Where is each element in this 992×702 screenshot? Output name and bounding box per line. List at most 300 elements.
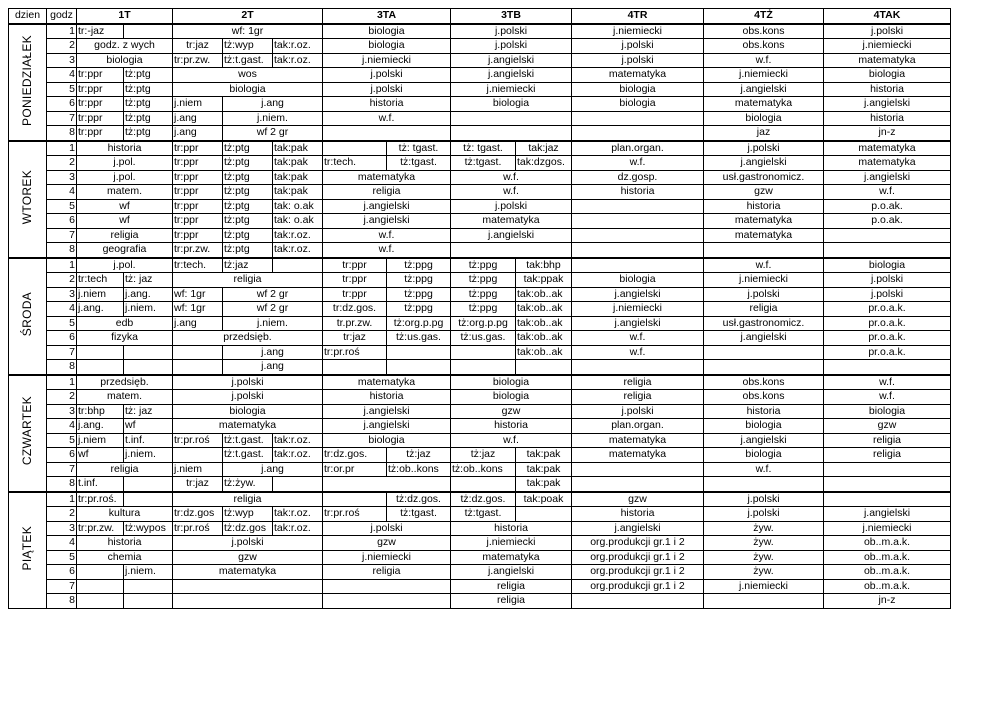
lesson-cell: wf: 1gr <box>173 287 223 302</box>
lesson-cell: ob..m.a.k. <box>824 536 951 551</box>
lesson-cell: biologia <box>323 39 451 54</box>
lesson-cell: tż:tgast. <box>451 507 516 522</box>
lesson-cell: tr:pr.zw. <box>77 521 124 536</box>
lesson-cell: tż:tgast. <box>387 156 451 171</box>
timetable-container <box>8 8 951 609</box>
lesson-cell: j.polski <box>451 199 572 214</box>
lesson-cell: tż:ppg <box>387 273 451 288</box>
lesson-cell: tr:ppr <box>323 273 387 288</box>
lesson-cell: tak:dzgos. <box>516 156 572 171</box>
lesson-cell: tr:ppr <box>323 258 387 273</box>
hour-number: 8 <box>47 477 77 492</box>
lesson-cell: j.angielski <box>323 214 451 229</box>
lesson-cell <box>173 594 323 609</box>
lesson-cell <box>451 126 572 141</box>
lesson-cell: wf 2 gr <box>223 126 323 141</box>
lesson-cell: matematyka <box>704 214 824 229</box>
lesson-cell: j.niemiecki <box>704 579 824 594</box>
lesson-cell: tż: jaz <box>124 273 173 288</box>
lesson-cell: tż:ptg <box>223 185 273 200</box>
lesson-cell: biologia <box>824 68 951 83</box>
header-class-4tz: 4TŻ <box>704 9 824 24</box>
lesson-cell: matematyka <box>572 448 704 463</box>
lesson-cell: j.ang. <box>77 419 124 434</box>
lesson-cell: pr.o.a.k. <box>824 345 951 360</box>
lesson-row <box>9 492 951 507</box>
lesson-cell: historia <box>704 404 824 419</box>
lesson-cell: religia <box>77 462 173 477</box>
lesson-cell: j.polski <box>704 141 824 156</box>
lesson-cell <box>124 579 173 594</box>
lesson-cell: obs.kons <box>704 390 824 405</box>
lesson-cell: j.ang <box>223 462 323 477</box>
lesson-cell: tż:ob..kons <box>387 462 451 477</box>
lesson-cell: j.niem <box>77 287 124 302</box>
lesson-cell: fizyka <box>77 331 173 346</box>
lesson-cell: j.angielski <box>572 316 704 331</box>
lesson-row <box>9 126 951 141</box>
lesson-cell: j.niemiecki <box>572 24 704 39</box>
lesson-cell: tr:pr.roś <box>173 521 223 536</box>
lesson-cell: matem. <box>77 185 173 200</box>
lesson-cell: dz.gosp. <box>572 170 704 185</box>
lesson-cell: tak:ob..ak <box>516 331 572 346</box>
lesson-cell: tr:dz.gos. <box>323 448 387 463</box>
lesson-cell <box>124 594 173 609</box>
lesson-row <box>9 243 951 258</box>
lesson-cell: tż:ptg <box>223 243 273 258</box>
hour-number: 1 <box>47 258 77 273</box>
lesson-cell: historia <box>451 521 572 536</box>
lesson-cell: j.niemiecki <box>704 68 824 83</box>
day-label <box>9 24 47 141</box>
lesson-cell: tr:or.pr <box>323 462 387 477</box>
hour-number: 7 <box>47 111 77 126</box>
lesson-cell <box>124 345 173 360</box>
lesson-cell: j.niemiecki <box>451 82 572 97</box>
header-class-2t: 2T <box>173 9 323 24</box>
lesson-cell <box>704 594 824 609</box>
lesson-cell: religia <box>451 594 572 609</box>
lesson-cell: tż:ptg <box>223 156 273 171</box>
lesson-cell: j.angielski <box>704 82 824 97</box>
lesson-cell: żyw. <box>704 521 824 536</box>
hour-number: 6 <box>47 448 77 463</box>
lesson-cell <box>173 345 223 360</box>
lesson-cell: j.niemiecki <box>323 550 451 565</box>
lesson-cell: p.o.ak. <box>824 199 951 214</box>
lesson-cell: tak:pak <box>273 156 323 171</box>
lesson-cell: tr:ppr <box>77 97 124 112</box>
lesson-row <box>9 477 951 492</box>
lesson-cell: tak:pak <box>516 462 572 477</box>
lesson-cell: tż:ppg <box>387 302 451 317</box>
lesson-cell <box>572 199 704 214</box>
lesson-cell <box>273 477 323 492</box>
lesson-cell: tż:t.gast. <box>223 53 273 68</box>
lesson-row <box>9 433 951 448</box>
hour-number: 3 <box>47 404 77 419</box>
lesson-cell: tak:jaz <box>516 141 572 156</box>
hour-number: 4 <box>47 302 77 317</box>
lesson-cell <box>704 243 824 258</box>
lesson-cell: j.niem <box>173 97 223 112</box>
lesson-cell: biologia <box>323 433 451 448</box>
day-name: PIĄTEK <box>20 525 34 571</box>
lesson-cell: wf: 1gr <box>173 302 223 317</box>
lesson-cell <box>451 477 516 492</box>
lesson-row <box>9 111 951 126</box>
lesson-cell: w.f. <box>704 462 824 477</box>
lesson-cell: j.angielski <box>323 404 451 419</box>
lesson-cell: chemia <box>77 550 173 565</box>
lesson-cell: j.angielski <box>704 433 824 448</box>
lesson-cell: tż:ppg <box>451 273 516 288</box>
lesson-cell <box>323 126 451 141</box>
lesson-cell: ob..m.a.k. <box>824 550 951 565</box>
lesson-cell: ob..m.a.k. <box>824 565 951 580</box>
lesson-cell: wf <box>77 214 173 229</box>
lesson-cell: j.pol. <box>77 156 173 171</box>
lesson-row <box>9 141 951 156</box>
lesson-cell: w.f. <box>451 185 572 200</box>
lesson-row <box>9 404 951 419</box>
lesson-cell: j.angielski <box>572 521 704 536</box>
hour-number: 6 <box>47 214 77 229</box>
lesson-cell: j.pol. <box>77 258 173 273</box>
lesson-cell: t.inf. <box>77 477 124 492</box>
lesson-row <box>9 273 951 288</box>
lesson-cell: biologia <box>704 111 824 126</box>
lesson-cell: gzw <box>323 536 451 551</box>
lesson-cell: j.angielski <box>323 419 451 434</box>
lesson-cell: j.niem. <box>124 565 173 580</box>
lesson-cell: tż:ptg <box>223 141 273 156</box>
lesson-cell: matematyka <box>704 228 824 243</box>
hour-number: 4 <box>47 185 77 200</box>
lesson-cell: religia <box>451 579 572 594</box>
hour-number: 5 <box>47 199 77 214</box>
header-row <box>9 9 951 24</box>
lesson-row <box>9 345 951 360</box>
lesson-cell: w.f. <box>572 345 704 360</box>
lesson-cell: tak:pak <box>273 170 323 185</box>
lesson-cell <box>323 579 451 594</box>
hour-number: 7 <box>47 345 77 360</box>
day-label <box>9 375 47 492</box>
lesson-cell: tr:ppr <box>77 68 124 83</box>
lesson-cell: przedsięb. <box>77 375 173 390</box>
lesson-cell: tr:ppr <box>173 170 223 185</box>
lesson-cell: j.niemiecki <box>824 521 951 536</box>
lesson-cell: j.niemiecki <box>323 53 451 68</box>
lesson-cell <box>572 462 704 477</box>
lesson-cell: tak:r.oz. <box>273 448 323 463</box>
lesson-cell: wf <box>124 419 173 434</box>
lesson-cell: tr:ppr <box>323 287 387 302</box>
lesson-row <box>9 39 951 54</box>
lesson-cell <box>124 492 173 507</box>
lesson-cell: tr:-jaz <box>77 24 124 39</box>
lesson-cell: tż: tgast. <box>451 141 516 156</box>
lesson-cell: gzw <box>572 492 704 507</box>
lesson-cell <box>516 507 572 522</box>
day-label <box>9 258 47 375</box>
lesson-cell: tak:ob..ak <box>516 302 572 317</box>
lesson-cell: j.angielski <box>451 53 572 68</box>
lesson-row <box>9 390 951 405</box>
lesson-row <box>9 185 951 200</box>
lesson-cell: religia <box>323 185 451 200</box>
lesson-cell: w.f. <box>824 185 951 200</box>
lesson-cell: historia <box>77 536 173 551</box>
lesson-cell: żyw. <box>704 565 824 580</box>
lesson-cell: wos <box>173 68 323 83</box>
lesson-cell: tr:dz.gos <box>173 507 223 522</box>
lesson-cell: tż:ptg <box>124 68 173 83</box>
lesson-cell <box>387 360 451 375</box>
hour-number: 1 <box>47 375 77 390</box>
lesson-cell: jaz <box>704 126 824 141</box>
hour-number: 7 <box>47 462 77 477</box>
header-class-4tak: 4TAK <box>824 9 951 24</box>
hour-number: 5 <box>47 433 77 448</box>
lesson-cell: tak: o.ak <box>273 214 323 229</box>
lesson-cell: matematyka <box>323 375 451 390</box>
lesson-cell: wf <box>77 448 124 463</box>
lesson-cell <box>824 243 951 258</box>
lesson-cell: tż:ppg <box>451 302 516 317</box>
day-label <box>9 492 47 609</box>
lesson-cell: matematyka <box>572 433 704 448</box>
lesson-cell: j.polski <box>824 287 951 302</box>
lesson-cell: tr:tech. <box>173 258 223 273</box>
lesson-cell: tż:t.gast. <box>223 448 273 463</box>
lesson-cell: tż:jaz <box>387 448 451 463</box>
lesson-cell: j.niem <box>173 462 223 477</box>
lesson-row <box>9 375 951 390</box>
lesson-row <box>9 68 951 83</box>
lesson-cell: biologia <box>572 82 704 97</box>
lesson-cell: tr:ppr <box>173 199 223 214</box>
day-name: WTOREK <box>20 169 34 225</box>
lesson-cell: j.pol. <box>77 170 173 185</box>
lesson-cell: j.polski <box>323 521 451 536</box>
lesson-cell: biologia <box>173 404 323 419</box>
lesson-cell: tż:jaz <box>451 448 516 463</box>
lesson-cell: matematyka <box>704 97 824 112</box>
lesson-cell <box>173 360 223 375</box>
lesson-row <box>9 24 951 39</box>
lesson-cell: w.f. <box>451 433 572 448</box>
lesson-cell: biologia <box>77 53 173 68</box>
lesson-cell: j.angielski <box>704 331 824 346</box>
lesson-cell: w.f. <box>704 53 824 68</box>
lesson-cell: obs.kons <box>704 375 824 390</box>
hour-number: 4 <box>47 419 77 434</box>
lesson-cell: j.ang <box>223 97 323 112</box>
lesson-cell: j.ang <box>173 111 223 126</box>
lesson-cell: kultura <box>77 507 173 522</box>
lesson-row <box>9 550 951 565</box>
lesson-row <box>9 287 951 302</box>
lesson-cell: tak:r.oz. <box>273 39 323 54</box>
lesson-cell <box>387 345 451 360</box>
lesson-cell <box>323 141 387 156</box>
hour-number: 6 <box>47 565 77 580</box>
lesson-cell: j.niemiecki <box>572 302 704 317</box>
header-day: dzien <box>9 9 47 24</box>
lesson-cell: tż:ppg <box>451 287 516 302</box>
lesson-cell: j.polski <box>173 536 323 551</box>
lesson-cell: gzw <box>704 185 824 200</box>
lesson-cell: j.niemiecki <box>451 536 572 551</box>
hour-number: 4 <box>47 536 77 551</box>
lesson-cell: matematyka <box>824 141 951 156</box>
lesson-cell: tr:ppr <box>173 214 223 229</box>
lesson-cell: j.polski <box>572 53 704 68</box>
lesson-cell: tak:r.oz. <box>273 433 323 448</box>
lesson-cell <box>323 477 451 492</box>
lesson-cell: ob..m.a.k. <box>824 579 951 594</box>
lesson-cell <box>572 360 704 375</box>
hour-number: 7 <box>47 579 77 594</box>
lesson-cell: j.polski <box>704 287 824 302</box>
lesson-cell: edb <box>77 316 173 331</box>
lesson-row <box>9 156 951 171</box>
lesson-cell: tr:pr.roś <box>323 507 387 522</box>
lesson-cell: tż:ob..kons <box>451 462 516 477</box>
lesson-cell: tż:ptg <box>124 111 173 126</box>
lesson-cell: tż:dz.gos. <box>451 492 516 507</box>
lesson-cell: j.niemiecki <box>704 273 824 288</box>
lesson-row <box>9 82 951 97</box>
hour-number: 8 <box>47 126 77 141</box>
lesson-cell: p.o.ak. <box>824 214 951 229</box>
hour-number: 3 <box>47 170 77 185</box>
lesson-cell: matematyka <box>451 214 572 229</box>
lesson-row <box>9 97 951 112</box>
lesson-cell: historia <box>323 390 451 405</box>
lesson-cell: historia <box>77 141 173 156</box>
lesson-cell <box>77 360 124 375</box>
hour-number: 2 <box>47 156 77 171</box>
lesson-cell: tak:ppak <box>516 273 572 288</box>
lesson-cell: historia <box>451 419 572 434</box>
lesson-cell: biologia <box>451 390 572 405</box>
hour-number: 1 <box>47 24 77 39</box>
lesson-cell: tr:jaz <box>173 477 223 492</box>
lesson-cell: j.polski <box>824 24 951 39</box>
lesson-cell: tż:ptg <box>223 170 273 185</box>
lesson-cell: geografia <box>77 243 173 258</box>
lesson-cell: biologia <box>704 419 824 434</box>
lesson-cell <box>704 345 824 360</box>
lesson-cell: j.polski <box>323 82 451 97</box>
header-hour: godz <box>47 9 77 24</box>
lesson-cell: t.inf. <box>124 433 173 448</box>
hour-number: 5 <box>47 550 77 565</box>
lesson-cell: tr:pr.roś <box>173 433 223 448</box>
lesson-cell <box>173 579 323 594</box>
lesson-row <box>9 170 951 185</box>
lesson-cell: tż:tgast. <box>451 156 516 171</box>
lesson-cell: j.niem. <box>124 448 173 463</box>
lesson-cell: tż:ptg <box>124 82 173 97</box>
lesson-row <box>9 565 951 580</box>
lesson-cell: j.polski <box>451 24 572 39</box>
lesson-cell: usł.gastronomicz. <box>704 170 824 185</box>
lesson-cell: pr.o.a.k. <box>824 302 951 317</box>
lesson-cell <box>451 111 572 126</box>
lesson-cell: matematyka <box>173 419 323 434</box>
lesson-cell: tr:ppr <box>173 156 223 171</box>
lesson-cell: tż:tgast. <box>387 507 451 522</box>
hour-number: 1 <box>47 492 77 507</box>
lesson-cell: j.ang <box>173 316 223 331</box>
lesson-cell: tak:ob..ak <box>516 287 572 302</box>
lesson-cell: religia <box>824 433 951 448</box>
lesson-cell: w.f. <box>323 111 451 126</box>
lesson-cell <box>704 477 824 492</box>
lesson-cell: tak:pak <box>516 477 572 492</box>
lesson-cell: tak:poak <box>516 492 572 507</box>
hour-number: 4 <box>47 68 77 83</box>
lesson-cell: religia <box>824 448 951 463</box>
lesson-row <box>9 594 951 609</box>
lesson-cell: jn-z <box>824 594 951 609</box>
lesson-cell: j.angielski <box>572 287 704 302</box>
lesson-cell: tż:wyp <box>223 39 273 54</box>
lesson-cell: tż:ptg <box>124 126 173 141</box>
lesson-cell <box>572 111 704 126</box>
lesson-cell: matematyka <box>824 156 951 171</box>
lesson-cell: religia <box>77 228 173 243</box>
day-name: PONIEDZIAŁEK <box>20 34 34 126</box>
lesson-cell: tż:wypos <box>124 521 173 536</box>
hour-number: 6 <box>47 331 77 346</box>
lesson-cell: historia <box>824 82 951 97</box>
lesson-cell: matematyka <box>824 53 951 68</box>
hour-number: 2 <box>47 273 77 288</box>
lesson-cell: tr:ppr <box>173 141 223 156</box>
lesson-cell: tż:us.gas. <box>451 331 516 346</box>
lesson-cell: tż:ppg <box>387 287 451 302</box>
lesson-cell: tż:t.gast. <box>223 433 273 448</box>
lesson-cell: historia <box>704 199 824 214</box>
lesson-cell <box>323 360 387 375</box>
lesson-cell: w.f. <box>704 258 824 273</box>
lesson-cell <box>323 594 451 609</box>
lesson-cell: w.f. <box>824 375 951 390</box>
lesson-cell: biologia <box>451 97 572 112</box>
lesson-cell: tr:ppr <box>173 228 223 243</box>
lesson-cell: historia <box>323 97 451 112</box>
lesson-cell: tak:r.oz. <box>273 53 323 68</box>
lesson-cell: tż:jaz <box>223 258 273 273</box>
lesson-cell: tr:pr.zw. <box>173 53 223 68</box>
lesson-cell: j.ang. <box>124 287 173 302</box>
lesson-cell <box>451 345 516 360</box>
day-label <box>9 141 47 258</box>
lesson-cell <box>572 243 704 258</box>
lesson-cell <box>824 228 951 243</box>
hour-number: 3 <box>47 287 77 302</box>
lesson-cell: gzw <box>173 550 323 565</box>
hour-number: 5 <box>47 82 77 97</box>
lesson-cell: j.angielski <box>451 565 572 580</box>
lesson-cell <box>572 126 704 141</box>
